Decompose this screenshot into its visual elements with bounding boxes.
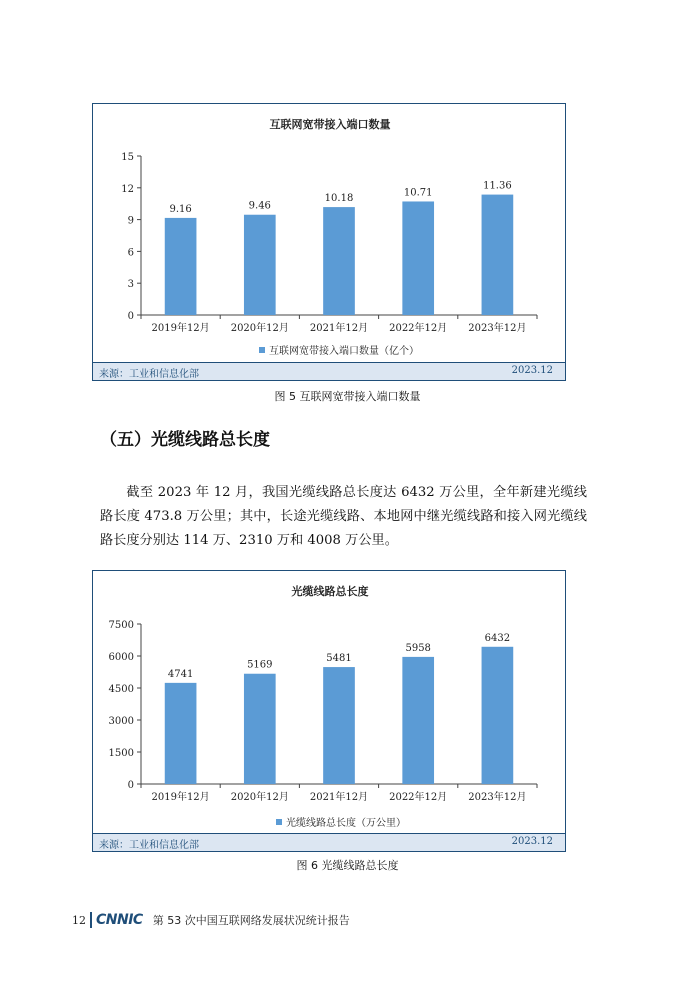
bar <box>482 647 514 784</box>
cnnic-logo: CNNIC <box>90 912 143 928</box>
legend-swatch <box>276 819 282 825</box>
bar <box>244 215 276 315</box>
figure-caption: 图 6 光缆线路总长度 <box>296 859 399 872</box>
bar <box>402 201 434 315</box>
y-tick-label: 1500 <box>108 748 134 759</box>
y-tick-label: 0 <box>127 311 134 322</box>
chart-source: 来源：工业和信息化部 <box>99 840 199 851</box>
chart-cable-length-plot <box>93 571 565 833</box>
data-label: 10.18 <box>324 193 354 205</box>
bar <box>323 667 355 784</box>
data-label: 5481 <box>326 653 352 665</box>
x-tick-label: 2023年12月 <box>468 792 527 803</box>
bar <box>165 683 197 784</box>
report-title: 第 53 次中国互联网络发展状况统计报告 <box>152 914 350 927</box>
bar <box>482 195 514 315</box>
legend-label: 互联网宽带接入端口数量（亿个） <box>269 346 419 357</box>
y-tick-label: 3 <box>127 279 134 291</box>
y-tick-label: 15 <box>121 152 134 163</box>
data-label: 4741 <box>167 668 194 680</box>
chart-date: 2023.12 <box>511 836 553 847</box>
x-tick-label: 2020年12月 <box>230 323 289 334</box>
data-label: 9.16 <box>169 203 192 215</box>
figure-caption: 图 5 互联网宽带接入端口数量 <box>274 390 421 403</box>
y-tick-label: 3000 <box>108 716 134 727</box>
x-tick-label: 2020年12月 <box>230 792 289 803</box>
chart-title: 互联网宽带接入端口数量 <box>269 118 391 131</box>
x-tick-label: 2021年12月 <box>309 323 369 334</box>
chart-title: 光缆线路总长度 <box>291 585 369 598</box>
chart-source: 来源：工业和信息化部 <box>99 369 199 380</box>
data-label: 5169 <box>247 659 273 671</box>
x-tick-label: 2023年12月 <box>468 323 527 334</box>
bar <box>244 674 276 784</box>
bar <box>402 657 434 784</box>
y-tick-label: 9 <box>127 215 134 227</box>
page-number: 12 <box>72 913 86 927</box>
x-tick-label: 2021年12月 <box>309 792 369 803</box>
legend-label: 光缆线路总长度（万公里） <box>286 818 406 829</box>
chart-date: 2023.12 <box>511 365 553 376</box>
x-tick-label: 2019年12月 <box>151 323 210 334</box>
section-heading: （五）光缆线路总长度 <box>100 430 270 450</box>
y-tick-label: 6 <box>127 247 134 259</box>
data-label: 9.46 <box>248 200 271 212</box>
data-label: 10.71 <box>403 187 433 199</box>
legend-swatch <box>259 347 265 353</box>
body-paragraph: 截至 2023 年 12 月，我国光缆线路总长度达 6432 万公里，全年新建光缆线路长度 473.8 万公里；其中，长途光缆线路、本地网中继光缆线路和接入网光缆线路长度分别达 114 万、2310 万和 4008 万公里。 <box>100 485 587 548</box>
data-label: 6432 <box>484 632 511 644</box>
chart-source-bar <box>93 362 565 380</box>
y-tick-label: 7500 <box>108 620 134 631</box>
y-tick-label: 4500 <box>108 684 134 695</box>
x-tick-label: 2022年12月 <box>389 792 448 803</box>
y-tick-label: 12 <box>121 183 134 195</box>
y-tick-label: 6000 <box>108 652 134 663</box>
data-label: 11.36 <box>483 180 512 192</box>
x-tick-label: 2022年12月 <box>389 323 448 334</box>
chart-cable-length <box>92 570 566 852</box>
chart-port-count <box>92 103 566 381</box>
chart-source-bar <box>93 833 565 851</box>
data-label: 5958 <box>405 642 431 654</box>
chart-port-count-plot <box>93 104 565 362</box>
y-tick-label: 0 <box>127 780 134 791</box>
x-tick-label: 2019年12月 <box>151 792 210 803</box>
bar <box>165 218 197 315</box>
page-footer <box>72 910 350 930</box>
bar <box>323 207 355 315</box>
